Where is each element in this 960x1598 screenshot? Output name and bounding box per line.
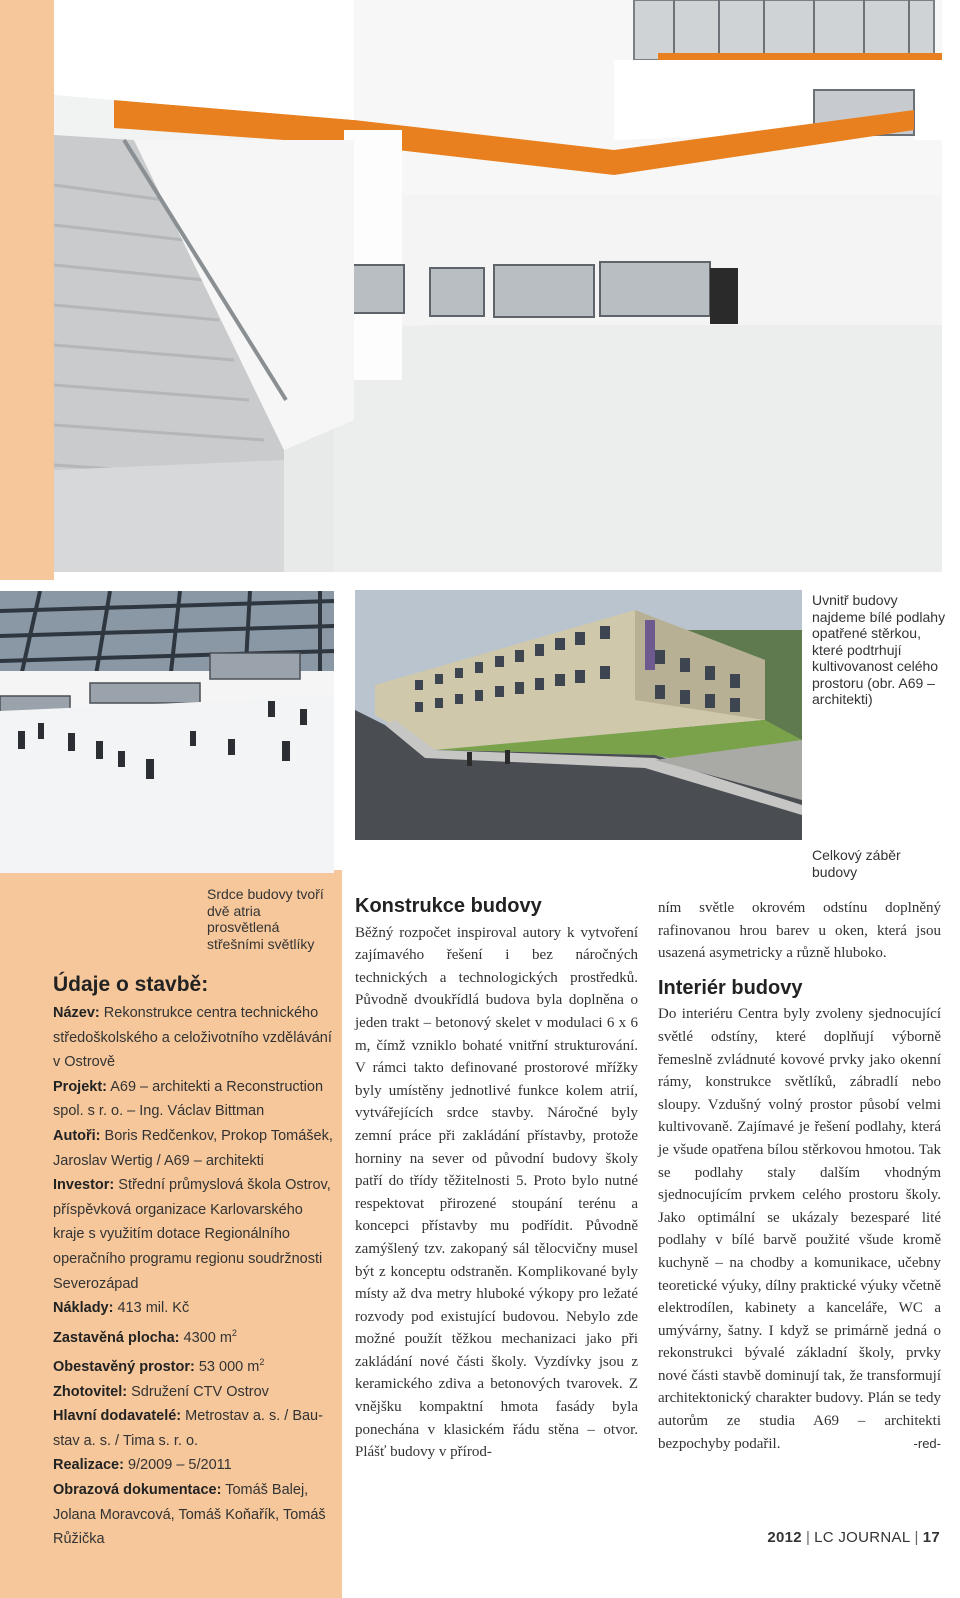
section-title-interior: Interiér budovy: [658, 976, 803, 999]
building-data-value: Rekonstrukce centra technického středoškolského a celoživotního vzdělávání v Ostrově: [53, 1005, 332, 1071]
building-data-value: 4300 m: [179, 1329, 232, 1346]
building-data-value: 53 000 m: [194, 1358, 260, 1375]
atrium-photo-svg: [0, 591, 334, 873]
footer-separator: |: [805, 1529, 811, 1546]
caption-overview: Celkový záběr budovy: [812, 847, 901, 880]
footer-journal: LC JOURNAL: [814, 1529, 911, 1546]
building-photo-svg: [355, 590, 802, 840]
building-data-item: [53, 1478, 335, 1552]
building-data-item: [53, 1453, 335, 1478]
building-data-label: Zhotovitel:: [53, 1383, 128, 1400]
building-data-label: Projekt:: [53, 1078, 107, 1095]
building-data-value: Střední průmyslová škola Ostrov, příspěvková organizace Karlovarského kraje s využitím dotace Regionálního operačního programu regionu soudržnosti Severozápad: [53, 1177, 331, 1292]
signature: -red-: [913, 1435, 941, 1451]
building-data-title: Údaje o stavbě:: [53, 973, 209, 996]
building-data-value: A69 – architekti a Reconstruction spol. s r. o. – Ing. Václav Bittman: [53, 1078, 324, 1120]
building-data-item: [53, 1380, 335, 1405]
building-data-label: Náklady:: [53, 1300, 114, 1317]
building-data-item: [53, 1173, 335, 1296]
caption-atrium: Srdce budovy tvoří dvě atria prosvětlená střešními světlíky: [207, 886, 324, 952]
interior-photo: [54, 0, 942, 572]
unit-superscript: 2: [259, 1357, 265, 1368]
unit-superscript: 2: [231, 1327, 237, 1338]
building-data-label: Autoři:: [53, 1127, 101, 1144]
page-footer: [767, 1529, 940, 1546]
building-data-label: Obestavěný prostor:: [53, 1358, 195, 1375]
building-data-value: Boris Redčenkov, Prokop Tomášek, Jaroslav Wertig / A69 – architekti: [53, 1127, 333, 1169]
building-data-value: 9/2009 – 5/2011: [123, 1457, 232, 1474]
building-data-item: [53, 1350, 335, 1379]
building-data-label: Název:: [53, 1005, 100, 1021]
building-data-item: [53, 1404, 335, 1453]
article-column-2: [658, 897, 941, 1455]
footer-page-number: 17: [922, 1529, 940, 1546]
building-data-item: [53, 1321, 335, 1350]
building-data-label: Realizace:: [53, 1457, 124, 1474]
building-data-list: [53, 1001, 335, 1552]
building-data-item: [53, 1001, 335, 1075]
article-column-1: [355, 895, 638, 1464]
building-data-value: Sdružení CTV Ostrov: [127, 1383, 269, 1400]
building-photo: [355, 590, 802, 840]
building-data-value: 413 mil. Kč: [113, 1300, 190, 1317]
section-text-construction: Běžný rozpočet inspiroval autory k vytvoření zajímavého řešení i bez náročných technických a technologických prostředků. Původně dvoukřídlá budova byla doplněna o jeden trakt – betonový skelet v modulaci 6 x 6 m, čímž vzniklo bohaté vnitřní strukturování. V rámci takto definované prostorové mřížky byly umístěny jednotlivé funkce kolem atrií, vytvářejících srdce stavby. Náročné byly zemní práce při zakládání přístavby, protože horniny na sever od původní budovy školy patří do třídy těžitelnosti 5. Proto bylo nutné respektovat přirozené stoupání terénu a koncepci přístavby mu podřídit. Původně zamýšlený tzv. zakopaný sál tělocvičny musel být z konceptu odstraněn. Komplikované byly místy až dva metry hluboké výkopy pro ležaté rozvody pod existující budovou. Nebylo zde možné použít těžkou mechanizaci jako při zakládání nové části školy. Vyzdívky jsou z keramického zdiva a betonových tvarovek. Z vnějšku kompaktní hmota fasády byla ponechána v klasickém řádu stěna – otvor. Plášť budovy v přírod-: [355, 924, 638, 1461]
building-data-value: Tomáš Balej, Jolana Moravcová, Tomáš Koňařík, Tomáš Růžička: [53, 1481, 326, 1548]
footer-year: 2012: [767, 1529, 802, 1546]
section-title-construction: Konstrukce budovy: [355, 895, 542, 917]
footer-separator: |: [914, 1529, 919, 1546]
section-continued-text: ním světle okrovém odstínu doplněný rafinovanou hrou barev u oken, která jsou usazená asymetricky a různě hluboko.: [658, 900, 941, 962]
building-data-label: Zastavěná plocha:: [53, 1329, 180, 1346]
top-left-band: [0, 0, 54, 580]
interior-photo-svg: [54, 0, 942, 572]
section-text-interior: Do interiéru Centra byly zvoleny sjednocující světlé odstíny, které doplňují výborně řemeslně zvládnuté kovové prvky jako okenní rámy, konstrukce světlíků, zábradlí nebo sloupy. Vzdušný volný prostor působí velmi kultivovaně. Zajímavé je řešení podlahy, která je všude opatřena bílou stěrkovou hmotou. Tak se podlahy staly dalším vhodným sjednocujícím prvkem celého prostoru školy. Jako optimální se ukázaly bezesparé lité podlahy v bílé barvě použité všude kromě kuchyně – na chodby a komunikace, učebny teoretické výuky, dílny praktické výuky včetně elektrodílen, kabinety a kanceláře, WC a umývárny, šatny. I když se primárně jedná o rekonstrukci bývalé základní školy, prvky nové části stavbě dominují tak, že transformují architektonický charakter budovy. Plán se tedy autorům ze studia A69 – architekti bezpochyby podařil.: [658, 1006, 941, 1452]
building-data-item: [53, 1075, 335, 1124]
caption-interior: Uvnitř budovy najdeme bílé podlahy opatřené stěrkou, které podtrhují kultivovanost celého prostoru (obr. A69 – architekti): [812, 592, 946, 707]
building-data-item: [53, 1124, 335, 1173]
building-data-item: [53, 1296, 335, 1321]
building-data-value: Metrostav a. s. / Bau-stav a. s. / Tima s. r. o.: [53, 1408, 323, 1449]
building-data-label: Obrazová dokumentace:: [53, 1481, 222, 1498]
atrium-photo: [0, 591, 334, 873]
building-data-box: [53, 973, 335, 1552]
building-data-label: Hlavní dodavatelé:: [53, 1408, 182, 1425]
building-data-label: Investor:: [53, 1177, 115, 1194]
